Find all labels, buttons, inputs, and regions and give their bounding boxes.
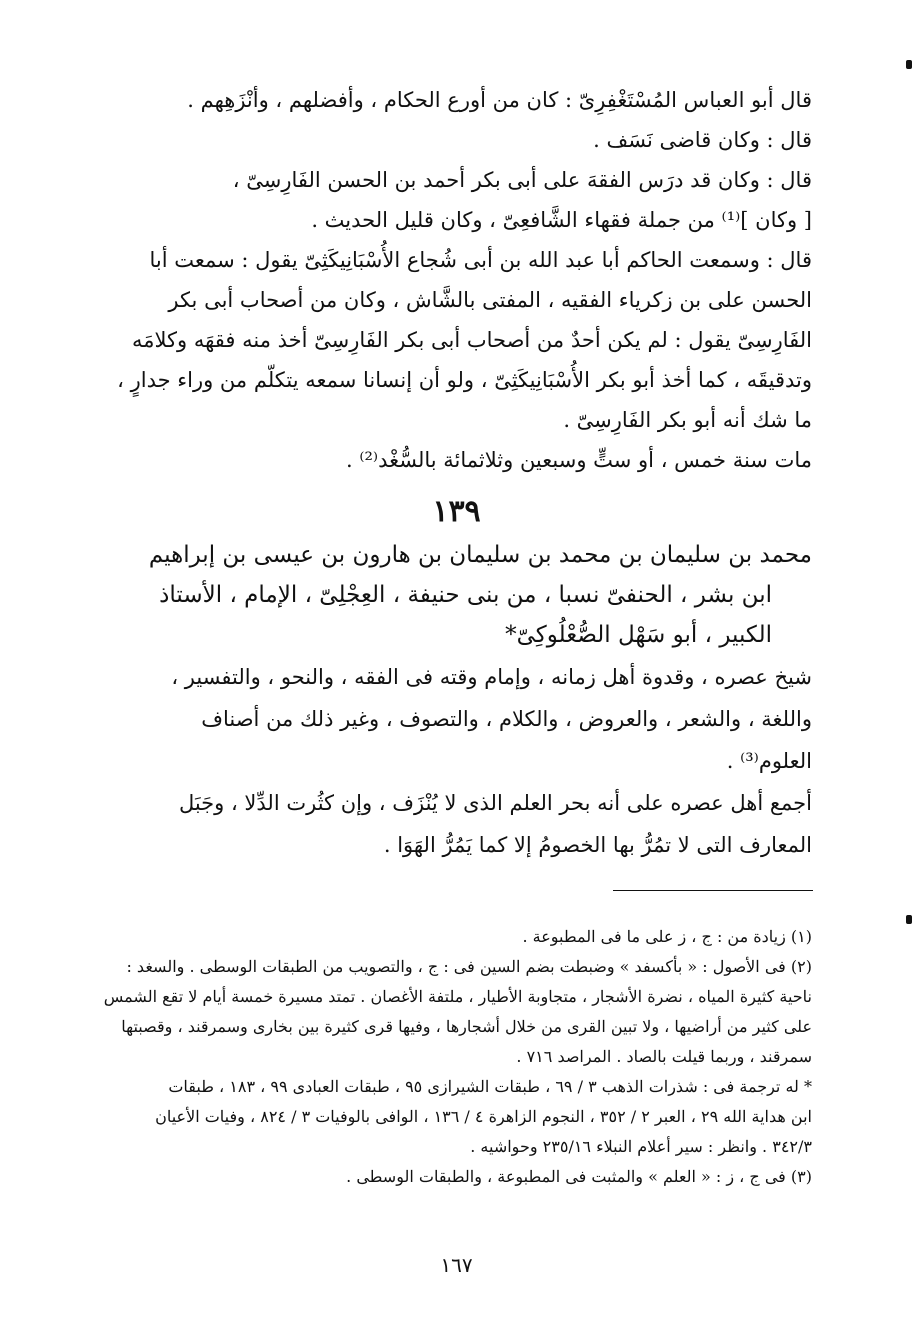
- footnote-line: * له ترجمة فى : شذرات الذهب ٣ / ٦٩ ، طبقات الشيرازى ٩٥ ، طبقات العبادى ٩٩ ، ١٨٣ ، طبقات: [168, 1077, 812, 1096]
- text-line: ما شك أنه أبو بكر الفَارِسِىّ .: [563, 408, 812, 432]
- text-line: قال : وسمعت الحاكم أبا عبد الله بن أبى شُجاع الأُسْبَانِيكَثِىّ يقول : سمعت أبا: [149, 248, 812, 272]
- footnote-separator: [613, 890, 813, 891]
- heading-line: الكبير ، أبو سَهْل الصُّعْلُوكِىّ*: [505, 622, 772, 648]
- text-line: الحسن على بن زكرياء الفقيه ، المفتى بالشَّاش ، وكان من أصحاب أبى بكر: [168, 288, 812, 312]
- footnotes: [100, 922, 812, 1192]
- biography-text: [100, 656, 812, 866]
- scan-margin-mark: [906, 60, 912, 69]
- entry-number: ١٣٩: [432, 494, 481, 529]
- text-line: الفَارِسِىّ يقول : لم يكن أحدٌ من أصحاب أبى بكر الفَارِسِىّ أخذ منه فقهَه وكلامَه: [131, 328, 812, 352]
- text-line: قال : وكان قاضى نَسَف .: [593, 128, 812, 152]
- heading-line: ابن بشر ، الحنفىّ نسبا ، من بنى حنيفة ، العِجْلِىّ ، الإمام ، الأستاذ: [159, 582, 772, 608]
- footnote-line: (٢) فى الأصول : « بأكسفد » وضبطت بضم السين فى : ج ، والتصويب من الطبقات الوسطى . والسغد :: [126, 957, 812, 976]
- text-line: أجمع أهل عصره على أنه بحر العلم الذى لا يُنْزَف ، وإن كثُرت الدِّلا ، وجَبَل: [178, 791, 812, 815]
- scan-margin-mark: [906, 915, 912, 924]
- text-line: شيخ عصره ، وقدوة أهل زمانه ، وإمام وقته فى الفقه ، والنحو ، والتفسير ،: [171, 665, 812, 689]
- text-line: واللغة ، والشعر ، والعروض ، والكلام ، والتصوف ، وغير ذلك من أصناف: [201, 707, 812, 731]
- footnote-line: (٣) فى ج ، ز : « العلم » والمثبت فى المطبوعة ، والطبقات الوسطى .: [346, 1167, 812, 1186]
- heading-line: محمد بن سليمان بن محمد بن سليمان بن هارون بن عيسى بن إبراهيم: [148, 542, 812, 568]
- text-line: المعارف التى لا تمُرُّ بها الخصومُ إلا كما يَمُرُّ الهَوَا .: [383, 833, 812, 857]
- page-number: ١٦٧: [440, 1253, 473, 1277]
- text-line: مات سنة خمس ، أو ستٍّ وسبعين وثلاثمائة بالسُّغْد⁽²⁾ .: [345, 448, 812, 472]
- text-line: وتدقيقَه ، كما أخذ أبو بكر الأُسْبَانِيكَثِىّ ، ولو أن إنسانا سمعه يتكلّم من وراء جدارٍ ،: [117, 368, 812, 392]
- footnote-line: (١) زيادة من : ج ، ز على ما فى المطبوعة .: [522, 927, 812, 946]
- footnote-line: ابن هداية الله ٢٩ ، العبر ٢ / ٣٥٢ ، النجوم الزاهرة ٤ / ١٣٦ ، الوافى بالوفيات ٣ / ٨٢٤ ، وفيات الأعيان: [155, 1107, 812, 1126]
- text-line: قال : وكان قد درَس الفقهَ على أبى بكر أحمد بن الحسن الفَارِسِىّ ،: [232, 168, 812, 192]
- text-line: [ وكان ]⁽¹⁾ من جملة فقهاء الشَّافعِىّ ، وكان قليل الحديث .: [311, 208, 812, 232]
- text-line: العلوم⁽³⁾ .: [726, 749, 812, 773]
- footnote-line: ناحية كثيرة المياه ، نضرة الأشجار ، متجاوبة الأطيار ، ملتفة الأغصان . تمتد مسيرة خمسة أيام لا تقع الشمس: [103, 987, 812, 1006]
- footnote-line: ٣٤٢/٣ . وانظر : سير أعلام النبلاء ٢٣٥/١٦ وحواشيه .: [470, 1137, 812, 1156]
- footnote-line: سمرقند ، وربما قيلت بالصاد . المراصد ٧١٦ .: [516, 1047, 812, 1066]
- biography-heading: [100, 535, 812, 655]
- main-text: [100, 80, 812, 480]
- text-line: قال أبو العباس المُسْتَغْفِرِىّ : كان من أورع الحكام ، وأفضلهم ، وأنْزَهِهم .: [187, 88, 812, 112]
- footnote-line: على كثير من أراضيها ، ولا تبين القرى من خلال أشجارها ، وفيها قرى كثيرة بين بخارى وسمرقند ، وقصبتها: [121, 1017, 812, 1036]
